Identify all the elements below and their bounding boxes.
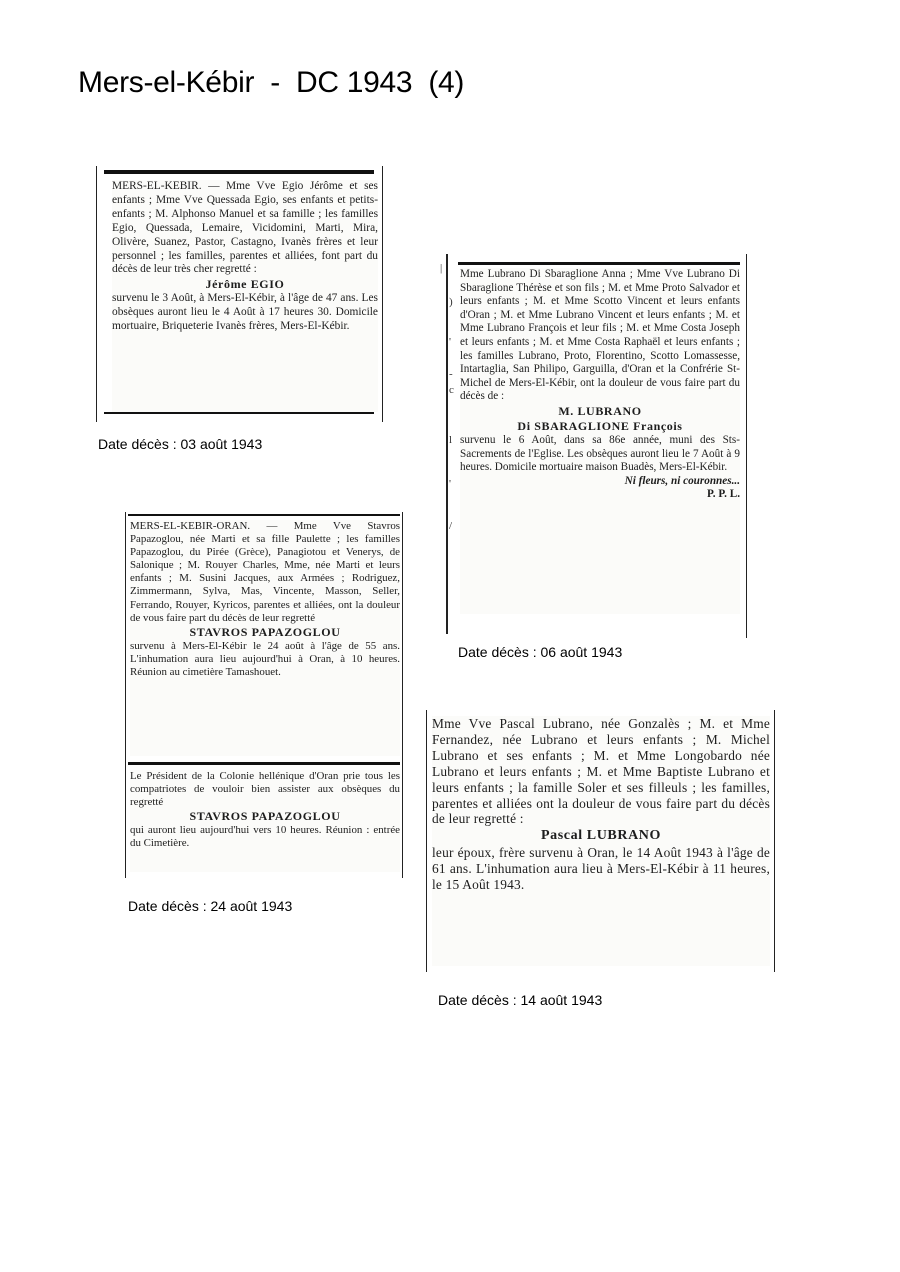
- deceased-name: Pascal LUBRANO: [540, 828, 661, 844]
- margin-mark: c: [449, 384, 454, 396]
- margin-mark: ': [449, 336, 451, 348]
- clipping-right-border: [774, 710, 775, 972]
- closing-signature: P. P. L.: [706, 488, 740, 501]
- margin-mark: /: [449, 520, 453, 532]
- obituary-intro: Mme Lubrano Di Sbaraglione Anna ; Mme Vve Lubrano Di Sbaraglione Thérèse et son fils ; M. et Mme Proto Salvador et leurs enfants ; M. et Mme Scotto Vincent et leurs enfants d'Oran ; M. et Mme Lubrano Vincent et leurs enfants ; M. et Mme Lubrano François et leur fils ; M. et Mme Costa Joseph et leurs enfants ; M. et Mme Costa Raphaël et leurs enfants ; les familles Lubrano, Proto, Florentino, Scotto Lomassesse, Intartaglia, San Philipo, Garguilla, d'Oran et la Confrérie St-Michel de Mers-El-Kébir, ont la douleur de vous faire part du décès de :: [460, 268, 740, 403]
- clipping-left-border: [125, 512, 126, 878]
- clipping-top-rule: [458, 262, 740, 265]
- death-date-caption: Date décès : 24 août 1943: [128, 898, 293, 914]
- clipping-left-border: [426, 710, 427, 972]
- clipping-right-border: [382, 166, 383, 422]
- obituary-clipping-papazoglou-colony: [130, 770, 400, 872]
- clipping-top-rule: [128, 514, 400, 516]
- margin-mark: -: [449, 368, 453, 380]
- obituary-clipping-pascal-lubrano: [432, 716, 770, 966]
- page-title: Mers-el-Kébir - DC 1943 (4): [78, 66, 465, 99]
- colony-notice-details: qui auront lieu aujourd'hui vers 10 heures. Réunion : entrée du Cimetière.: [130, 824, 400, 850]
- obituary-clipping-papazoglou: [130, 520, 400, 756]
- obituary-details: survenu le 3 Août, à Mers-El-Kébir, à l'âge de 47 ans. Les obsèques auront lieu le 4 Août à 17 heures 30. Domicile mortuaire, Briqueterie Ivanès frères, Mers-El-Kébir.: [112, 292, 378, 333]
- deceased-name-line2: Di SBARAGLIONE François: [517, 418, 683, 433]
- margin-mark: ): [449, 296, 453, 308]
- obituary-intro: Mme Vve Pascal Lubrano, née Gonzalès ; M. et Mme Fernandez, née Lubrano et leurs enfants ; M. Michel Lubrano et ses enfants ; M. et Mme Longobardo née Lubrano et leurs enfants ; M. et Mme Baptiste Lubrano et leurs enfants ; la famille Soler et ses filleuls ; les familles, parentes et alliées ont la douleur de vous faire part du décès de leur regretté :: [432, 716, 770, 827]
- obituary-clipping-egio: [112, 180, 378, 412]
- clipping-left-border: [446, 254, 448, 634]
- clipping-bottom-rule: [104, 412, 374, 414]
- obituary-details: survenu à Mers-El-Kébir le 24 août à l'âge de 55 ans. L'inhumation aura lieu aujourd'hui à Oran, à 10 heures. Réunion au cimetière Tamashouet.: [130, 639, 400, 678]
- deceased-name-line1: M. LUBRANO: [558, 403, 642, 418]
- death-date-caption: Date décès : 06 août 1943: [458, 644, 623, 660]
- margin-mark: |: [440, 262, 443, 274]
- deceased-name: Jérôme EGIO: [205, 277, 285, 292]
- colony-notice-intro: Le Président de la Colonie hellénique d'Oran prie tous les compatriotes de vouloir bien assister aux obsèques du regretté: [130, 770, 400, 809]
- closing-note: Ni fleurs, ni couronnes...: [624, 474, 740, 487]
- obituary-intro: MERS-EL-KEBIR. — Mme Vve Egio Jérôme et ses enfants ; Mme Vve Quessada Egio, ses enfants et petits-enfants ; M. Alphonso Manuel et sa famille ; les familles Egio, Quessada, Lemaire, Vicidomini, Marti, Mira, Olivère, Suanez, Pastor, Castagno, Ivanès frères et leur personnel ; les familles, parentes et alliées, font part du décès de leur très cher regretté :: [112, 180, 378, 276]
- clipping-right-border: [746, 254, 747, 638]
- margin-mark: l: [449, 434, 453, 446]
- margin-mark: ': [449, 478, 451, 490]
- clipping-top-rule: [104, 170, 374, 174]
- clipping-left-border: [96, 166, 97, 422]
- deceased-name: STAVROS PAPAZOGLOU: [189, 624, 341, 639]
- obituary-details: survenu le 6 Août, dans sa 86e année, muni des Sts-Sacrements de l'Eglise. Les obsèques auront lieu le 7 Août à 9 heures. Domicile mortuaire maison Buadès, Mers-El-Kébir.: [460, 433, 740, 474]
- obituary-clipping-lubrano-di-sbaraglione: [460, 268, 740, 614]
- clipping-right-border: [402, 512, 403, 878]
- death-date-caption: Date décès : 03 août 1943: [98, 436, 263, 452]
- obituary-intro: MERS-EL-KEBIR-ORAN. — Mme Vve Stavros Papazoglou, née Marti et sa fille Paulette ; les familles Papazoglou, du Pirée (Grèce), Panagiotou et Venerys, de Salonique ; M. Rouyer Charles, Mme, née Marti et leurs enfants ; M. Susini Jacques, aux Armées ; Rodriguez, Zimmermann, Sylva, Mas, Vincente, Masson, Seller, Ferrando, Rouyer, Kyricos, parentes et alliées, ont la douleur de vous faire part du décès de leur regretté: [130, 520, 400, 624]
- clipping-divider-rule: [128, 762, 400, 765]
- deceased-name: STAVROS PAPAZOGLOU: [189, 809, 341, 824]
- death-date-caption: Date décès : 14 août 1943: [438, 992, 603, 1008]
- obituary-details: leur époux, frère survenu à Oran, le 14 Août 1943 à l'âge de 61 ans. L'inhumation aura lieu à Mers-El-Kébir à 11 heures, le 15 Août 1943.: [432, 845, 770, 893]
